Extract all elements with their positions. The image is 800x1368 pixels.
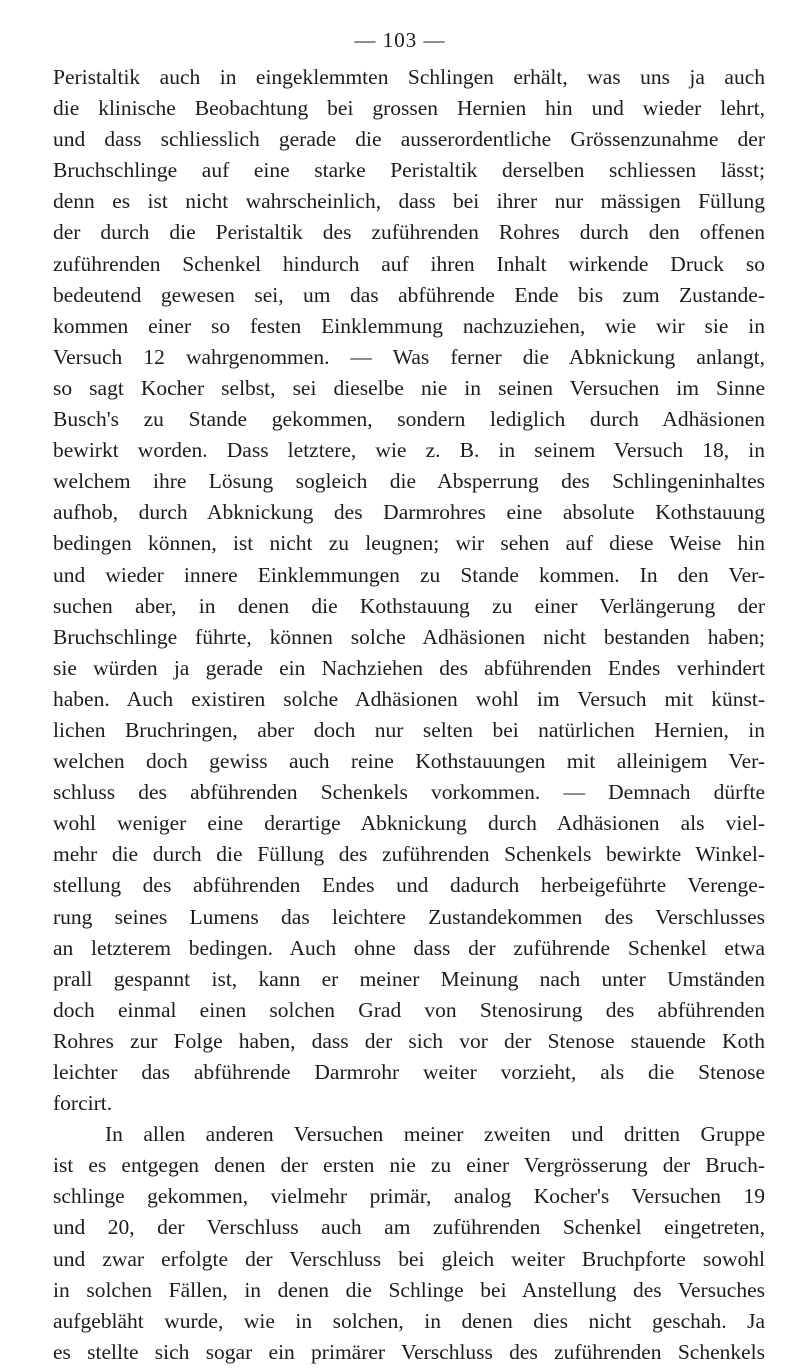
- text-line: so sagt Kocher selbst, sei dieselbe nie in seinen Versuchen im Sinne: [53, 375, 765, 400]
- text-line: Peristaltik auch in eingeklemmten Schlingen erhält, was uns ja auch: [53, 65, 765, 89]
- text-line: Bruchschlinge führte, können solche Adhäsionen nicht bestanden haben;: [53, 624, 765, 649]
- text-line: welchem ihre Lösung sogleich die Absperrung des Schlingeninhaltes: [53, 469, 765, 494]
- text-line: prall gespannt ist, kann er meiner Meinung nach unter Umständen: [53, 966, 765, 991]
- text-line: aufgebläht wurde, wie in solchen, in denen dies nicht geschah. Ja: [53, 1308, 765, 1333]
- text-line: welchen doch gewiss auch reine Kothstauungen mit alleinigem Ver-: [53, 749, 765, 774]
- text-line: mehr die durch die Füllung des zuführenden Schenkels bewirkte Winkel-: [53, 842, 765, 867]
- text-line: Bruchschlinge auf eine starke Peristaltik derselben schliessen lässt;: [53, 158, 765, 183]
- text-line: doch einmal einen solchen Grad von Stenosirung des abführenden: [53, 997, 765, 1022]
- text-line: stellung des abführenden Endes und dadurch herbeigeführte Verenge-: [53, 873, 765, 898]
- text-line: schlinge gekommen, vielmehr primär, analog Kocher's Versuchen 19: [53, 1184, 765, 1209]
- text-line: an letzterem bedingen. Auch ohne dass der zuführende Schenkel etwa: [53, 935, 765, 960]
- text-line: rung seines Lumens das leichtere Zustandekommen des Verschlusses: [53, 904, 765, 929]
- text-line: der durch die Peristaltik des zuführenden Rohres durch den offenen: [53, 220, 765, 245]
- text-line: bewirkt worden. Dass letztere, wie z. B. in seinem Versuch 18, in: [53, 438, 765, 463]
- text-line: In allen anderen Versuchen meiner zweiten und dritten Gruppe: [105, 1122, 765, 1147]
- page-number: — 103 —: [354, 28, 446, 52]
- text-line: kommen einer so festen Einklemmung nachzuziehen, wie wir sie in: [53, 313, 765, 338]
- text-line: suchen aber, in denen die Kothstauung zu einer Verlängerung der: [53, 593, 765, 618]
- text-line: ist es entgegen denen der ersten nie zu einer Vergrösserung der Bruch-: [53, 1153, 765, 1178]
- text-line: lichen Bruchringen, aber doch nur selten bei natürlichen Hernien, in: [53, 717, 765, 742]
- text-line: wohl weniger eine derartige Abknickung durch Adhäsionen als viel-: [53, 811, 765, 836]
- text-line: zuführenden Schenkel hindurch auf ihren Inhalt wirkende Druck so: [53, 251, 765, 276]
- text-line: bedingen können, ist nicht zu leugnen; wir sehen auf diese Weise hin: [53, 531, 765, 556]
- body-text: [53, 62, 765, 1368]
- text-line: Busch's zu Stande gekommen, sondern lediglich durch Adhäsionen: [53, 407, 765, 432]
- text-line: und dass schliesslich gerade die ausserordentliche Grössenzunahme der: [53, 127, 765, 152]
- text-line: es stellte sich sogar ein primärer Verschluss des zuführenden Schenkels: [53, 1339, 765, 1364]
- text-line: haben. Auch existiren solche Adhäsionen wohl im Versuch mit künst-: [53, 686, 765, 711]
- text-line: leichter das abführende Darmrohr weiter vorzieht, als die Stenose: [53, 1060, 765, 1084]
- text-line: schluss des abführenden Schenkels vorkommen. — Demnach dürfte: [53, 780, 765, 805]
- text-line: in solchen Fällen, in denen die Schlinge bei Anstellung des Versuches: [53, 1277, 765, 1302]
- text-line: und 20, der Verschluss auch am zuführenden Schenkel eingetreten,: [53, 1215, 765, 1240]
- text-line: aufhob, durch Abknickung des Darmrohres eine absolute Kothstauung: [53, 500, 765, 525]
- text-line: denn es ist nicht wahrscheinlich, dass bei ihrer nur mässigen Füllung: [53, 189, 765, 214]
- text-line: bedeutend gewesen sei, um das abführende Ende bis zum Zustande-: [53, 282, 765, 307]
- text-line: forcirt.: [53, 1091, 113, 1116]
- text-line: und zwar erfolgte der Verschluss bei gleich weiter Bruchpforte sowohl: [53, 1246, 765, 1271]
- text-line: Rohres zur Folge haben, dass der sich vor der Stenose stauende Koth: [53, 1028, 765, 1053]
- text-line: Versuch 12 wahrgenommen. — Was ferner die Abknickung anlangt,: [53, 344, 765, 369]
- text-line: und wieder innere Einklemmungen zu Stande kommen. In den Ver-: [53, 562, 765, 587]
- text-line: die klinische Beobachtung bei grossen Hernien hin und wieder lehrt,: [53, 96, 765, 121]
- text-line: sie würden ja gerade ein Nachziehen des abführenden Endes verhindert: [53, 655, 765, 680]
